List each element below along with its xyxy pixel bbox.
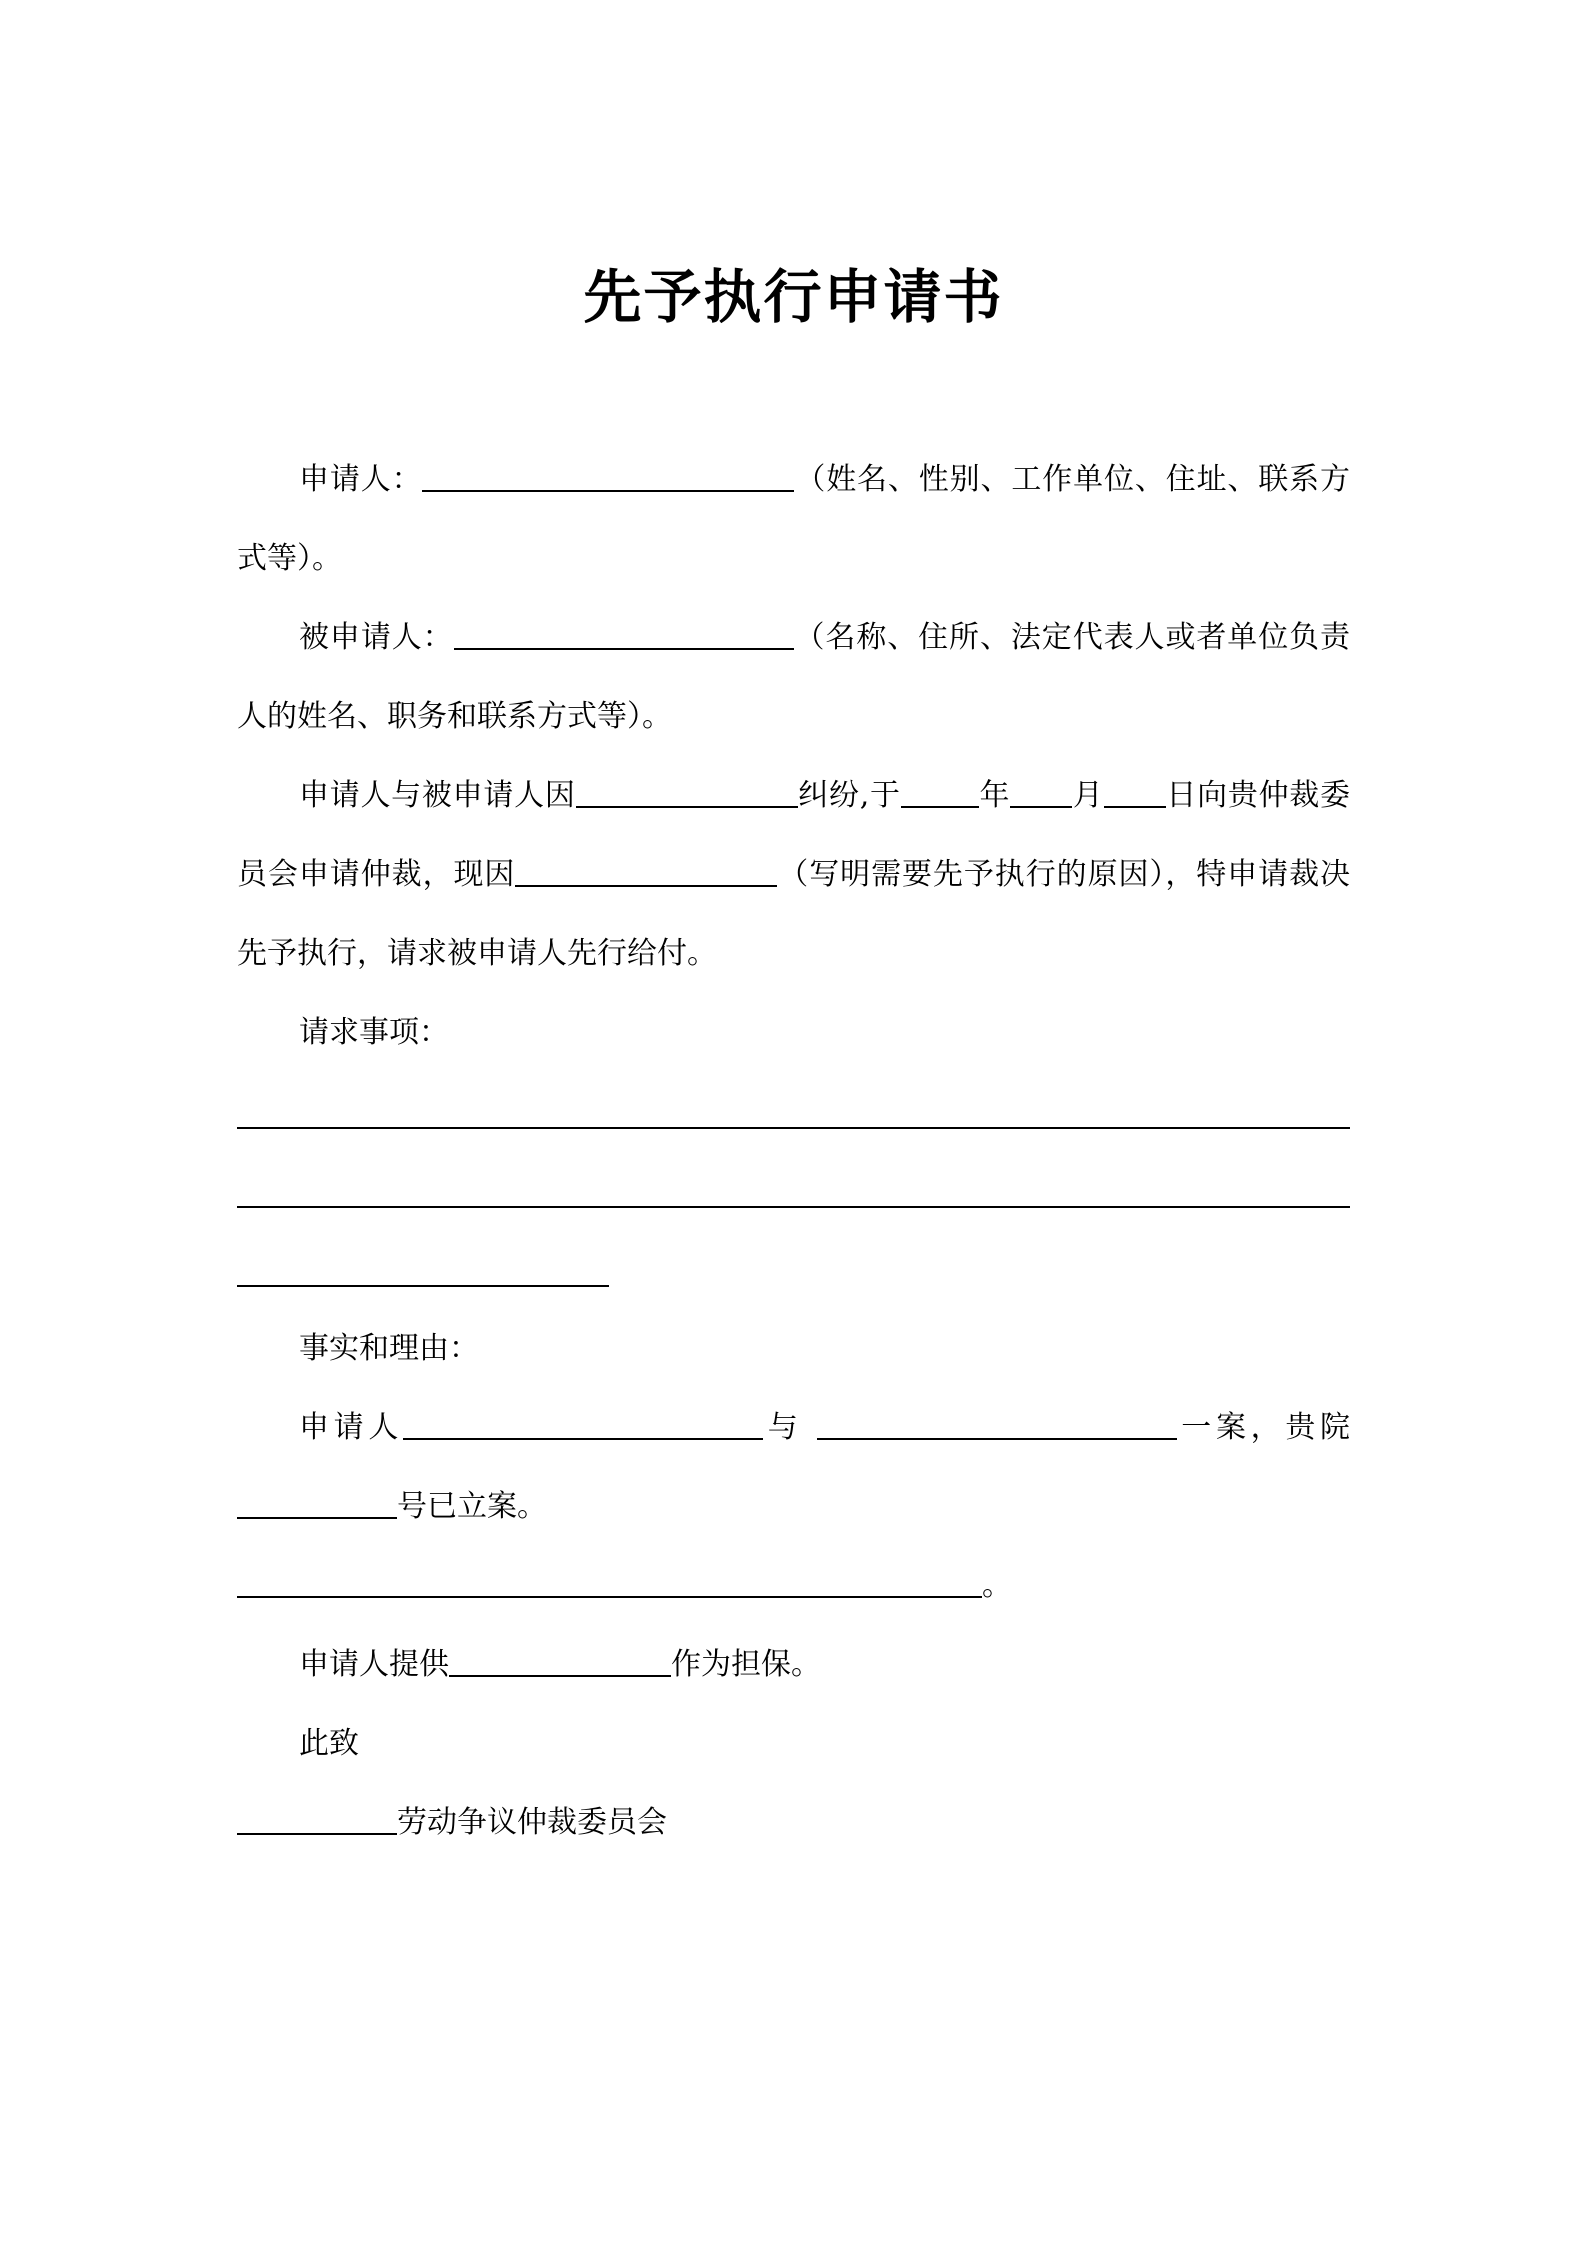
claims-rule-3 [237,1285,609,1287]
applicant-hint-close: 住址、联系方式等）。 [237,462,1351,576]
recipient-name: 劳动争议仲裁委员会 [397,1805,667,1840]
dispute-day-blank-field[interactable] [1104,776,1166,808]
respondent-label: 被申请人： [299,620,454,655]
respondent-hint-close: 或者单位负责人的姓名、职务和联系方式等）。 [237,620,1351,734]
respondent-blank-field[interactable] [454,618,794,650]
guarantee-paragraph [237,1625,1350,1704]
dispute-text-6: （写明需要先予执行的原因），特申请裁决先予执行，请求被申请人先行给付。 [237,857,1351,971]
facts-period: 。 [982,1568,1012,1603]
page-title: 先予执行申请书 [583,263,1004,331]
claims-heading: 请求事项： [299,1015,449,1050]
facts-opponent-blank-field[interactable] [817,1408,1177,1440]
dispute-text-1: 申请人与被申请人因 [299,778,576,813]
dispute-reason-blank-field[interactable] [515,855,777,887]
claims-rule-2 [237,1206,1350,1208]
facts-text-3: 一案，贵院 [1176,1410,1351,1445]
applicant-paragraph [237,440,1350,598]
applicant-hint-open: （姓名、性别、工作单位、 [794,462,1166,497]
claims-write-line-2[interactable] [237,1151,1350,1230]
dispute-year-blank-field[interactable] [901,776,979,808]
facts-paragraph [237,1388,1350,1546]
dispute-text-3: 年 [978,778,1011,813]
document-body [237,440,1350,1862]
facts-case-number-blank-field[interactable] [237,1487,397,1519]
recipient-line [237,1783,1350,1862]
recipient-blank-field[interactable] [237,1803,397,1835]
dispute-text-2: 纠纷,于 [797,778,901,813]
facts-free-rule [237,1566,982,1598]
dispute-text-5: 日向贵仲裁委员会申请仲裁，现因 [237,778,1351,892]
facts-text-2: 与 [763,1410,803,1445]
closing-salutation: 此致 [299,1726,359,1761]
facts-heading: 事实和理由： [299,1331,479,1366]
claims-write-line-3[interactable] [237,1230,1350,1309]
facts-write-line[interactable] [237,1546,1350,1625]
guarantee-text-2: 作为担保。 [671,1647,821,1682]
claims-write-line-1[interactable] [237,1072,1350,1151]
applicant-label: 申请人： [299,462,423,497]
guarantee-blank-field[interactable] [449,1645,671,1677]
respondent-hint-open: （名称、住所、法定代表人 [793,620,1166,655]
applicant-blank-field[interactable] [422,460,794,492]
facts-text-4: 号已立案。 [397,1489,547,1524]
respondent-paragraph [237,598,1350,756]
dispute-text-4: 月 [1072,778,1104,813]
facts-text-1: 申请人 [299,1410,404,1445]
dispute-month-blank-field[interactable] [1010,776,1072,808]
claims-rule-1 [237,1127,1350,1129]
facts-applicant-blank-field[interactable] [403,1408,763,1440]
guarantee-text-1: 申请人提供 [299,1647,449,1682]
dispute-type-blank-field[interactable] [576,776,798,808]
dispute-paragraph [237,756,1350,993]
